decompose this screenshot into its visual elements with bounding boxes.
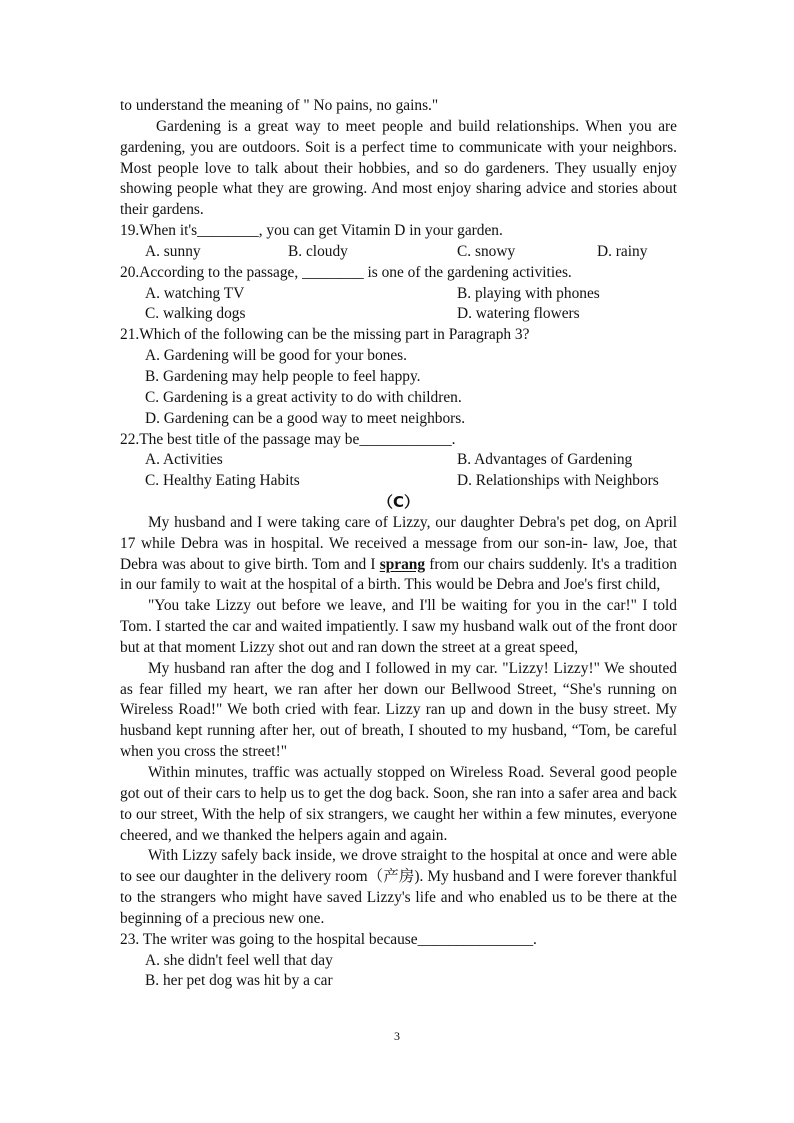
question-20-option-d: D. watering flowers: [457, 305, 580, 323]
question-21-option-b: B. Gardening may help people to feel happy.: [145, 367, 421, 385]
question-22-stem: 22.The best title of the passage may be____________.: [120, 430, 456, 448]
question-19-option-c: C. snowy: [457, 242, 516, 260]
question-20-option-b: B. playing with phones: [457, 284, 600, 302]
question-22-option-a: A. Activities: [145, 451, 223, 469]
question-21-option-c: C. Gardening is a great activity to do with children.: [145, 388, 462, 406]
section-c-p1-after: from our chairs suddenly. It's a tradition in our family to wait at the hospital of a birth. This would be Debra and Joe's first child,: [120, 555, 677, 594]
question-21-option-a: A. Gardening will be good for your bones.: [145, 347, 408, 365]
question-23-stem: 23. The writer was going to the hospital because_______________.: [120, 930, 537, 948]
section-c-paragraph-3: My husband ran after the dog and I followed in my car. "Lizzy! Lizzy!" We shouted as fear filled my heart, we ran after her down our Bellwood Street, “She's running on Wireless Road!" We both cried with fear. Lizzy ran up and down in the busy street. My husband kept running after her, out of breath, I shouted to my husband, “Tom, be careful when you cross the street!": [120, 659, 677, 761]
section-c-paragraph-5: With Lizzy safely back inside, we drove straight to the hospital at once and were able to see our daughter in the delivery room（产房). My husband and I were forever thankful to the strangers who might have saved Lizzy's life and who enabled us to be there at the beginning of a precious new one.: [120, 847, 677, 927]
question-20-option-a: A. watching TV: [145, 284, 245, 302]
question-21-stem: 21.Which of the following can be the missing part in Paragraph 3?: [120, 326, 530, 344]
question-20-options-row-1: [120, 284, 677, 305]
section-c-heading: （C）: [377, 493, 419, 512]
question-23-option-a: A. she didn't feel well that day: [145, 951, 333, 969]
question-19-option-b: B. cloudy: [288, 242, 348, 260]
page-content: [120, 96, 677, 992]
question-19-stem: 19.When it's________, you can get Vitamin D in your garden.: [120, 222, 503, 240]
section-c-paragraph-1: [120, 513, 677, 596]
question-19-option-a: A. sunny: [145, 242, 201, 260]
question-22-option-d: D. Relationships with Neighbors: [457, 472, 659, 490]
question-19-options: [120, 242, 677, 263]
question-19-option-d: D. rainy: [597, 242, 648, 260]
question-22-option-c: C. Healthy Eating Habits: [145, 472, 300, 490]
section-c-paragraph-4: Within minutes, traffic was actually stopped on Wireless Road. Several good people got out of their cars to help us to get the dog back. Soon, she ran into a safer area and back to our street, With the help of six strangers, we caught her within a few minutes, everyone cheered, and we thanked the helpers again and again.: [120, 764, 677, 844]
question-21-option-d: D. Gardening can be a good way to meet neighbors.: [145, 409, 466, 427]
key-word-sprang: sprang: [379, 555, 426, 573]
section-c-p1-before: My husband and I were taking care of Lizzy, our daughter Debra's pet dog, on April 17 while Debra was in hospital. We received a message from our son-in- law, Joe, that Debra was about to give birth. Tom and I: [120, 513, 677, 573]
question-23-option-b: B. her pet dog was hit by a car: [145, 972, 333, 990]
question-22-option-b: B. Advantages of Gardening: [457, 451, 633, 469]
page-number: 3: [394, 1029, 400, 1043]
question-20-stem: 20.According to the passage, ________ is one of the gardening activities.: [120, 263, 572, 281]
section-c-paragraph-2: "You take Lizzy out before we leave, and I'll be waiting for you in the car!" I told Tom. I started the car and waited impatiently. I saw my husband walk out of the front door but at that moment Lizzy shot out and ran down the street at a great speed,: [120, 597, 677, 656]
passage-b-paragraph-gardening: Gardening is a great way to meet people and build relationships. When you are gardening, you are outdoors. Soit is a perfect time to communicate with your neighbors. Most people love to talk about their hobbies, and so do gardeners. They usually enjoy showing people what they are growing. And most enjoy sharing advice and stories about their gardens.: [120, 117, 677, 219]
question-22-options-row-1: [120, 450, 677, 471]
question-20-option-c: C. walking dogs: [145, 305, 246, 323]
question-22-options-row-2: [120, 471, 677, 492]
question-20-options-row-2: [120, 304, 677, 325]
passage-b-last-line: to understand the meaning of " No pains, no gains.": [120, 97, 439, 114]
